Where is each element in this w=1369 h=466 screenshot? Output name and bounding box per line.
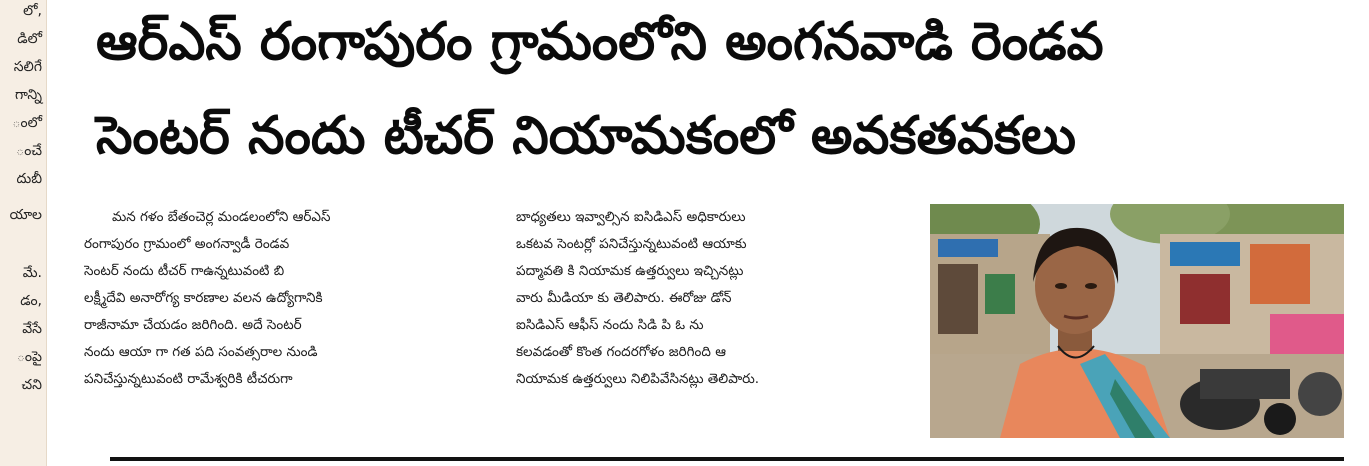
- photo-illustration: [930, 204, 1344, 438]
- woman-portrait-photo: [930, 204, 1344, 438]
- article-line: లక్ష్మీదేవి అనారోగ్య కారణాల వలన ఉద్యోగానికి: [84, 290, 323, 306]
- article-line: ఐసిడిఎస్ ఆఫీస్ నందు సిడి పి ఓ ను: [516, 317, 704, 333]
- adjacent-text-fragment: వేసే: [22, 321, 42, 337]
- article-line: వారు మీడియా కు తెలిపారు. ఈరోజు డోన్: [516, 290, 732, 306]
- adjacent-text-fragment: యాల: [9, 207, 42, 223]
- adjacent-text-fragment: మే.: [22, 265, 42, 281]
- article-line: నియామక ఉత్తర్వులు నిలిపివేసినట్లు తెలిపారు.: [516, 371, 760, 387]
- adjacent-text-fragment: ంలో: [12, 115, 42, 131]
- article-line: ఒకటవ సెంటర్లో పనిచేస్తున్నటువంటి ఆయాకు: [516, 236, 747, 252]
- adjacent-text-fragment: ంచే: [16, 143, 42, 159]
- adjacent-text-fragment: ంపై: [16, 349, 42, 365]
- adjacent-text-fragment: గాన్ని: [14, 87, 42, 103]
- article-line: పనిచేస్తున్నటువంటి రామేశ్వరికి టీచరుగా: [84, 371, 293, 387]
- adjacent-text-fragment: దుబీ: [16, 171, 42, 187]
- article-line: కలవడంతో కొంత గందరగోళం జరిగింది ఆ: [516, 344, 726, 360]
- article-line: మన గళం బేతంచెర్ల మండలంలోని ఆర్ఎస్: [112, 209, 331, 225]
- article-line: రంగాపురం గ్రామంలో అంగన్వాడీ రెండవ: [84, 236, 290, 252]
- adjacent-text-fragment: చని: [21, 377, 42, 393]
- article-column-1: [84, 204, 494, 393]
- article-line: రాజీనామా చేయడం జరిగింది. అదే సెంటర్: [84, 317, 302, 333]
- article-line: నందు ఆయా గా గత పది సంవత్సరాల నుండి: [84, 344, 318, 360]
- headline-line-2: సెంటర్ నందు టీచర్ నియామకంలో అవకతవకలు: [96, 106, 1076, 166]
- adjacent-text-fragment: డం,: [20, 293, 42, 309]
- article-column-2: [516, 204, 916, 393]
- article-line: పద్మావతి కి నియామక ఉత్తర్వులు ఇచ్చినట్లు: [516, 263, 744, 279]
- adjacent-article-strip: [0, 0, 47, 466]
- section-divider: [110, 457, 1344, 461]
- article-line: సెంటర్ నందు టీచర్ గాఉన్నటువంటి బి: [84, 263, 285, 279]
- adjacent-text-fragment: లో,: [23, 3, 42, 19]
- adjacent-text-fragment: డిలో: [17, 31, 42, 47]
- adjacent-text-fragment: సలిగే: [13, 59, 42, 75]
- headline-line-1: ఆర్ఎస్ రంగాపురం గ్రామంలోని అంగనవాడి రెండవ: [96, 12, 1104, 72]
- article-line: బాధ్యతలు ఇవ్వాల్సిన ఐసిడిఎస్ అధికారులు: [516, 209, 746, 225]
